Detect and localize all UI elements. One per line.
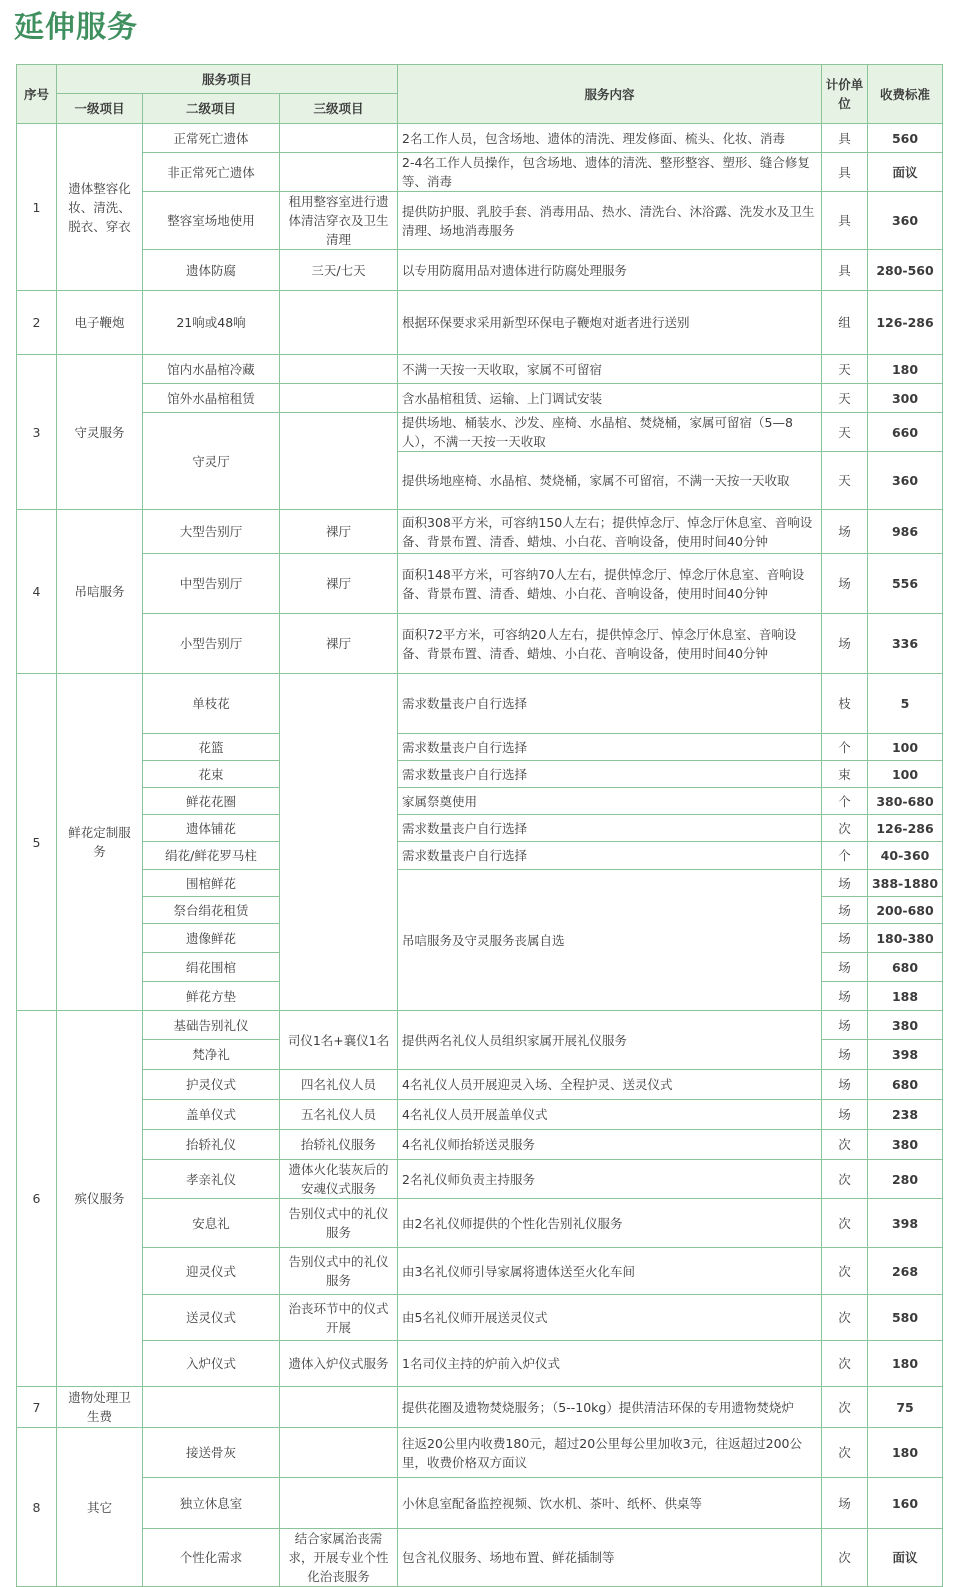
price-cell: 360 (868, 452, 943, 510)
unit-cell: 束 (822, 761, 868, 788)
unit-cell: 具 (822, 192, 868, 250)
level2-cell: 祭台绢花租赁 (143, 897, 280, 924)
content-cell: 根据环保要求采用新型环保电子鞭炮对逝者进行送别 (398, 291, 822, 355)
level2-cell: 大型告别厅 (143, 510, 280, 554)
table-row (17, 355, 943, 384)
header-content: 服务内容 (398, 65, 822, 124)
level2-cell: 非正常死亡遗体 (143, 153, 280, 192)
unit-cell: 次 (822, 1341, 868, 1387)
unit-cell: 场 (822, 554, 868, 614)
seq-cell: 5 (17, 674, 57, 1011)
table-row (17, 1160, 943, 1199)
level3-cell (280, 153, 398, 192)
level2-cell: 花篮 (143, 734, 280, 761)
unit-cell: 场 (822, 982, 868, 1011)
price-cell: 75 (868, 1387, 943, 1428)
level2-cell: 遗体铺花 (143, 815, 280, 842)
content-cell: 面积308平方米，可容纳150人左右；提供悼念厅、悼念厅休息室、音响设备、背景布置、清香、蜡烛、小白花、音响设备，使用时间40分钟 (398, 510, 822, 554)
header-seq: 序号 (17, 65, 57, 124)
content-cell: 家属祭奠使用 (398, 788, 822, 815)
price-cell: 556 (868, 554, 943, 614)
level2-cell: 馆外水晶棺租赁 (143, 384, 280, 413)
level2-cell: 遗像鲜花 (143, 924, 280, 953)
level2-cell: 入炉仪式 (143, 1341, 280, 1387)
unit-cell: 场 (822, 1040, 868, 1070)
price-cell: 40-360 (868, 842, 943, 870)
level2-cell: 花束 (143, 761, 280, 788)
level2-cell: 守灵厅 (143, 413, 280, 510)
table-row (17, 1387, 943, 1428)
price-cell: 280 (868, 1160, 943, 1199)
content-cell: 提供两名礼仪人员组织家属开展礼仪服务 (398, 1011, 822, 1070)
seq-cell: 8 (17, 1428, 57, 1587)
level2-cell: 盖单仪式 (143, 1100, 280, 1130)
table-row (17, 761, 943, 788)
level2-cell: 围棺鲜花 (143, 870, 280, 897)
unit-cell: 组 (822, 291, 868, 355)
content-cell: 吊唁服务及守灵服务丧属自选 (398, 870, 822, 1011)
level3-cell: 司仪1名+襄仪1名 (280, 1011, 398, 1070)
unit-cell: 个 (822, 734, 868, 761)
level2-cell: 接送骨灰 (143, 1428, 280, 1478)
table-row (17, 250, 943, 291)
price-cell: 388-1880 (868, 870, 943, 897)
level2-cell: 鲜花方垫 (143, 982, 280, 1011)
level3-cell: 五名礼仪人员 (280, 1100, 398, 1130)
price-cell: 160 (868, 1478, 943, 1529)
level3-cell: 遗体入炉仪式服务 (280, 1341, 398, 1387)
header-row (17, 65, 943, 94)
content-cell: 提供场地座椅、水晶棺、焚烧桶，家属不可留宿，不满一天按一天收取 (398, 452, 822, 510)
price-cell: 100 (868, 734, 943, 761)
unit-cell: 场 (822, 1478, 868, 1529)
price-cell: 100 (868, 761, 943, 788)
unit-cell: 次 (822, 1428, 868, 1478)
level2-cell (143, 1387, 280, 1428)
table-row (17, 1428, 943, 1478)
header-service-item: 服务项目 (57, 65, 398, 94)
level3-cell (280, 291, 398, 355)
content-cell: 提供花圈及遗物焚烧服务；（5--10kg）提供清洁环保的专用遗物焚烧炉 (398, 1387, 822, 1428)
content-cell: 4名礼仪师抬轿送灵服务 (398, 1130, 822, 1160)
level3-cell (280, 355, 398, 384)
price-table (16, 64, 943, 1587)
price-cell: 398 (868, 1199, 943, 1248)
page-title: 延伸服务 (14, 10, 138, 45)
content-cell: 提供防护服、乳胶手套、消毒用品、热水、清洗台、沐浴露、洗发水及卫生清理、场地消毒服务 (398, 192, 822, 250)
level2-cell: 正常死亡遗体 (143, 124, 280, 153)
level1-cell: 电子鞭炮 (57, 291, 143, 355)
header-level3: 三级项目 (280, 94, 398, 124)
level3-cell: 告别仪式中的礼仪服务 (280, 1248, 398, 1295)
content-cell: 2名礼仪师负责主持服务 (398, 1160, 822, 1199)
price-cell: 360 (868, 192, 943, 250)
content-cell: 需求数量丧户自行选择 (398, 761, 822, 788)
unit-cell: 场 (822, 1011, 868, 1040)
content-cell: 2-4名工作人员操作，包含场地、遗体的清洗、整形整容、塑形、缝合修复等、消毒 (398, 153, 822, 192)
level2-cell: 个性化需求 (143, 1529, 280, 1587)
content-cell: 2名工作人员，包含场地、遗体的清洗、理发修面、梳头、化妆、消毒 (398, 124, 822, 153)
content-cell: 不满一天按一天收取，家属不可留宿 (398, 355, 822, 384)
level3-cell: 裸厅 (280, 510, 398, 554)
level3-cell: 结合家属治丧需求，开展专业个性化治丧服务 (280, 1529, 398, 1587)
level3-cell: 四名礼仪人员 (280, 1070, 398, 1100)
level2-cell: 21响或48响 (143, 291, 280, 355)
table-row (17, 788, 943, 815)
content-cell: 1名司仪主持的炉前入炉仪式 (398, 1341, 822, 1387)
level2-cell: 馆内水晶棺冷藏 (143, 355, 280, 384)
level3-cell: 裸厅 (280, 614, 398, 674)
level2-cell: 独立休息室 (143, 1478, 280, 1529)
unit-cell: 场 (822, 1100, 868, 1130)
seq-cell: 4 (17, 510, 57, 674)
table-row (17, 1248, 943, 1295)
level3-cell (280, 1428, 398, 1478)
level2-cell: 遗体防腐 (143, 250, 280, 291)
table-row (17, 124, 943, 153)
level1-cell: 其它 (57, 1428, 143, 1587)
table-row (17, 1070, 943, 1100)
level3-cell (280, 1478, 398, 1529)
table-row (17, 674, 943, 734)
unit-cell: 次 (822, 1529, 868, 1587)
price-cell: 398 (868, 1040, 943, 1070)
level2-cell: 绢花/鲜花罗马柱 (143, 842, 280, 870)
table-row (17, 1341, 943, 1387)
seq-cell: 7 (17, 1387, 57, 1428)
table-row (17, 1130, 943, 1160)
unit-cell: 次 (822, 1248, 868, 1295)
price-cell: 180 (868, 1428, 943, 1478)
content-cell: 由5名礼仪师开展送灵仪式 (398, 1295, 822, 1341)
unit-cell: 天 (822, 452, 868, 510)
level2-cell: 基础告别礼仪 (143, 1011, 280, 1040)
price-cell: 188 (868, 982, 943, 1011)
price-cell: 380 (868, 1011, 943, 1040)
table-row (17, 614, 943, 674)
content-cell: 需求数量丧户自行选择 (398, 734, 822, 761)
price-cell: 180 (868, 355, 943, 384)
price-cell: 126-286 (868, 815, 943, 842)
content-cell: 4名礼仪人员开展盖单仪式 (398, 1100, 822, 1130)
table-row (17, 1011, 943, 1040)
unit-cell: 天 (822, 355, 868, 384)
level3-cell: 治丧环节中的仪式开展 (280, 1295, 398, 1341)
unit-cell: 次 (822, 1160, 868, 1199)
content-cell: 面积72平方米，可容纳20人左右，提供悼念厅、悼念厅休息室、音响设备、背景布置、清香、蜡烛、小白花、音响设备，使用时间40分钟 (398, 614, 822, 674)
level1-cell: 遗体整容化妆、清洗、脱衣、穿衣 (57, 124, 143, 291)
content-cell: 由3名礼仪师引导家属将遗体送至火化车间 (398, 1248, 822, 1295)
unit-cell: 个 (822, 788, 868, 815)
content-cell: 需求数量丧户自行选择 (398, 842, 822, 870)
unit-cell: 天 (822, 384, 868, 413)
table-row (17, 842, 943, 870)
header-unit: 计价单位 (822, 65, 868, 124)
level2-cell: 整容室场地使用 (143, 192, 280, 250)
level2-cell: 抬轿礼仪 (143, 1130, 280, 1160)
price-cell: 268 (868, 1248, 943, 1295)
level3-cell: 三天/七天 (280, 250, 398, 291)
unit-cell: 场 (822, 870, 868, 897)
level3-cell: 抬轿礼仪服务 (280, 1130, 398, 1160)
content-cell: 由2名礼仪师提供的个性化告别礼仪服务 (398, 1199, 822, 1248)
level3-cell: 租用整容室进行遗体清洁穿衣及卫生清理 (280, 192, 398, 250)
table-row (17, 1199, 943, 1248)
table-row (17, 554, 943, 614)
unit-cell: 次 (822, 815, 868, 842)
price-cell: 560 (868, 124, 943, 153)
price-cell: 126-286 (868, 291, 943, 355)
content-cell: 往返20公里内收费180元，超过20公里每公里加收3元，往返超过200公里，收费价格双方面议 (398, 1428, 822, 1478)
content-cell: 面积148平方米，可容纳70人左右，提供悼念厅、悼念厅休息室、音响设备、背景布置、清香、蜡烛、小白花、音响设备，使用时间40分钟 (398, 554, 822, 614)
unit-cell: 次 (822, 1199, 868, 1248)
unit-cell: 场 (822, 924, 868, 953)
table-row (17, 153, 943, 192)
unit-cell: 次 (822, 1130, 868, 1160)
level3-cell (280, 384, 398, 413)
unit-cell: 场 (822, 897, 868, 924)
level2-cell: 梵净礼 (143, 1040, 280, 1070)
level3-cell (280, 674, 398, 1011)
price-cell: 380-680 (868, 788, 943, 815)
level1-cell: 殡仪服务 (57, 1011, 143, 1387)
unit-cell: 具 (822, 153, 868, 192)
unit-cell: 天 (822, 413, 868, 452)
level2-cell: 鲜花花圈 (143, 788, 280, 815)
table-row (17, 384, 943, 413)
table-row (17, 1100, 943, 1130)
header-level2: 二级项目 (143, 94, 280, 124)
level2-cell: 安息礼 (143, 1199, 280, 1248)
seq-cell: 1 (17, 124, 57, 291)
unit-cell: 场 (822, 953, 868, 982)
unit-cell: 具 (822, 250, 868, 291)
price-cell: 200-680 (868, 897, 943, 924)
unit-cell: 枝 (822, 674, 868, 734)
table-row (17, 192, 943, 250)
price-cell: 660 (868, 413, 943, 452)
table-row (17, 815, 943, 842)
table-row (17, 510, 943, 554)
table-row (17, 1478, 943, 1529)
price-cell: 面议 (868, 1529, 943, 1587)
content-cell: 包含礼仪服务、场地布置、鲜花插制等 (398, 1529, 822, 1587)
table-row (17, 1529, 943, 1587)
level3-cell (280, 124, 398, 153)
unit-cell: 场 (822, 614, 868, 674)
header-price: 收费标准 (868, 65, 943, 124)
price-cell: 680 (868, 1070, 943, 1100)
price-cell: 180-380 (868, 924, 943, 953)
table-row (17, 734, 943, 761)
content-cell: 提供场地、桶装水、沙发、座椅、水晶棺、焚烧桶，家属可留宿（5—8人），不满一天按一天收取 (398, 413, 822, 452)
price-cell: 280-560 (868, 250, 943, 291)
price-cell: 336 (868, 614, 943, 674)
level2-cell: 迎灵仪式 (143, 1248, 280, 1295)
price-cell: 300 (868, 384, 943, 413)
price-cell: 238 (868, 1100, 943, 1130)
level3-cell: 遗体火化装灰后的安魂仪式服务 (280, 1160, 398, 1199)
price-cell: 面议 (868, 153, 943, 192)
level2-cell: 护灵仪式 (143, 1070, 280, 1100)
table-row (17, 413, 943, 452)
seq-cell: 2 (17, 291, 57, 355)
level1-cell: 鲜花定制服务 (57, 674, 143, 1011)
level1-cell: 吊唁服务 (57, 510, 143, 674)
table-row (17, 1295, 943, 1341)
content-cell: 含水晶棺租赁、运输、上门调试安装 (398, 384, 822, 413)
level2-cell: 送灵仪式 (143, 1295, 280, 1341)
unit-cell: 具 (822, 124, 868, 153)
level2-cell: 孝亲礼仪 (143, 1160, 280, 1199)
level3-cell (280, 413, 398, 510)
content-cell: 需求数量丧户自行选择 (398, 674, 822, 734)
table-row (17, 291, 943, 355)
price-cell: 580 (868, 1295, 943, 1341)
table-row (17, 870, 943, 897)
level1-cell: 守灵服务 (57, 355, 143, 510)
content-cell: 小休息室配备监控视频、饮水机、茶叶、纸杯、供桌等 (398, 1478, 822, 1529)
price-cell: 986 (868, 510, 943, 554)
seq-cell: 6 (17, 1011, 57, 1387)
header-level1: 一级项目 (57, 94, 143, 124)
level2-cell: 绢花围棺 (143, 953, 280, 982)
unit-cell: 个 (822, 842, 868, 870)
price-cell: 180 (868, 1341, 943, 1387)
level2-cell: 单枝花 (143, 674, 280, 734)
content-cell: 需求数量丧户自行选择 (398, 815, 822, 842)
unit-cell: 场 (822, 1070, 868, 1100)
price-cell: 680 (868, 953, 943, 982)
price-cell: 5 (868, 674, 943, 734)
level2-cell: 小型告别厅 (143, 614, 280, 674)
level3-cell: 裸厅 (280, 554, 398, 614)
content-cell: 4名礼仪人员开展迎灵入场、全程护灵、送灵仪式 (398, 1070, 822, 1100)
seq-cell: 3 (17, 355, 57, 510)
unit-cell: 次 (822, 1295, 868, 1341)
content-cell: 以专用防腐用品对遗体进行防腐处理服务 (398, 250, 822, 291)
level1-cell: 遗物处理卫生费 (57, 1387, 143, 1428)
level3-cell: 告别仪式中的礼仪服务 (280, 1199, 398, 1248)
level2-cell: 中型告别厅 (143, 554, 280, 614)
level3-cell (280, 1387, 398, 1428)
price-cell: 380 (868, 1130, 943, 1160)
unit-cell: 次 (822, 1387, 868, 1428)
unit-cell: 场 (822, 510, 868, 554)
